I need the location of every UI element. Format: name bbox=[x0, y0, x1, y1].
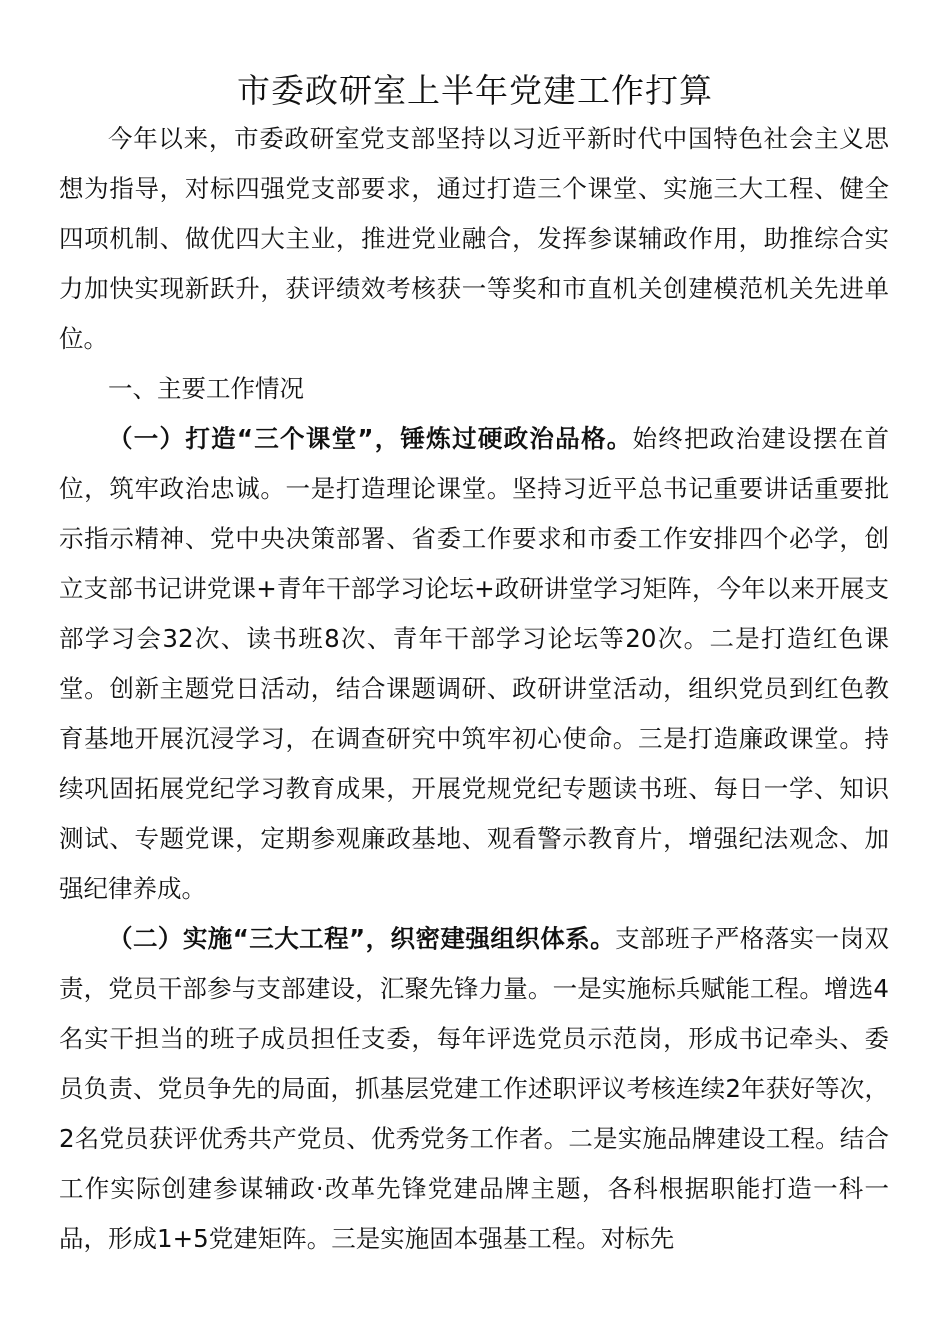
item-one-paragraph bbox=[59, 414, 889, 914]
document-body bbox=[59, 114, 889, 1264]
item-one-text: 始终把政治建设摆在首位，筑牢政治忠诚。一是打造理论课堂。坚持习近平总书记重要讲话重要批示指示精神、党中央决策部署、省委工作要求和市委工作安排四个必学，创立支部书记讲党课+青年干部学习论坛+政研讲堂学习矩阵，今年以来开展支部学习会32次、读书班8次、青年干部学习论坛等20次。二是打造红色课堂。创新主题党日活动，结合课题调研、政研讲堂活动，组织党员到红色教育基地开展沉浸学习，在调查研究中筑牢初心使命。三是打造廉政课堂。持续巩固拓展党纪学习教育成果，开展党规党纪专题读书班、每日一学、知识测试、专题党课，定期参观廉政基地、观看警示教育片，增强纪法观念、加强纪律养成。 bbox=[59, 424, 890, 903]
intro-paragraph: 今年以来，市委政研室党支部坚持以习近平新时代中国特色社会主义思想为指导，对标四强党支部要求，通过打造三个课堂、实施三大工程、健全四项机制、做优四大主业，推进党业融合，发挥参谋辅政作用，助推综合实力加快实现新跃升，获评绩效考核获一等奖和市直机关创建模范机关先进单位。 bbox=[59, 124, 889, 353]
item-one-lead: （一）打造“三个课堂”，锤炼过硬政治品格。 bbox=[108, 424, 633, 453]
document-title: 市委政研室上半年党建工作打算 bbox=[237, 71, 713, 110]
item-two-text: 支部班子严格落实一岗双责，党员干部参与支部建设，汇聚先锋力量。一是实施标兵赋能工程。增选4名实干担当的班子成员担任支委，每年评选党员示范岗，形成书记牵头、委员负责、党员争先的局面，抓基层党建工作述职评议考核连续2年获好等次，2名党员获评优秀共产党员、优秀党务工作者。二是实施品牌建设工程。结合工作实际创建参谋辅政·改革先锋党建品牌主题，各科根据职能打造一科一品，形成1+5党建矩阵。三是实施固本强基工程。对标先 bbox=[59, 924, 890, 1253]
section-heading: 一、主要工作情况 bbox=[108, 374, 304, 403]
item-two-paragraph bbox=[59, 914, 889, 1264]
item-two-lead: （二）实施“三大工程”，织密建强组织体系。 bbox=[108, 924, 616, 953]
